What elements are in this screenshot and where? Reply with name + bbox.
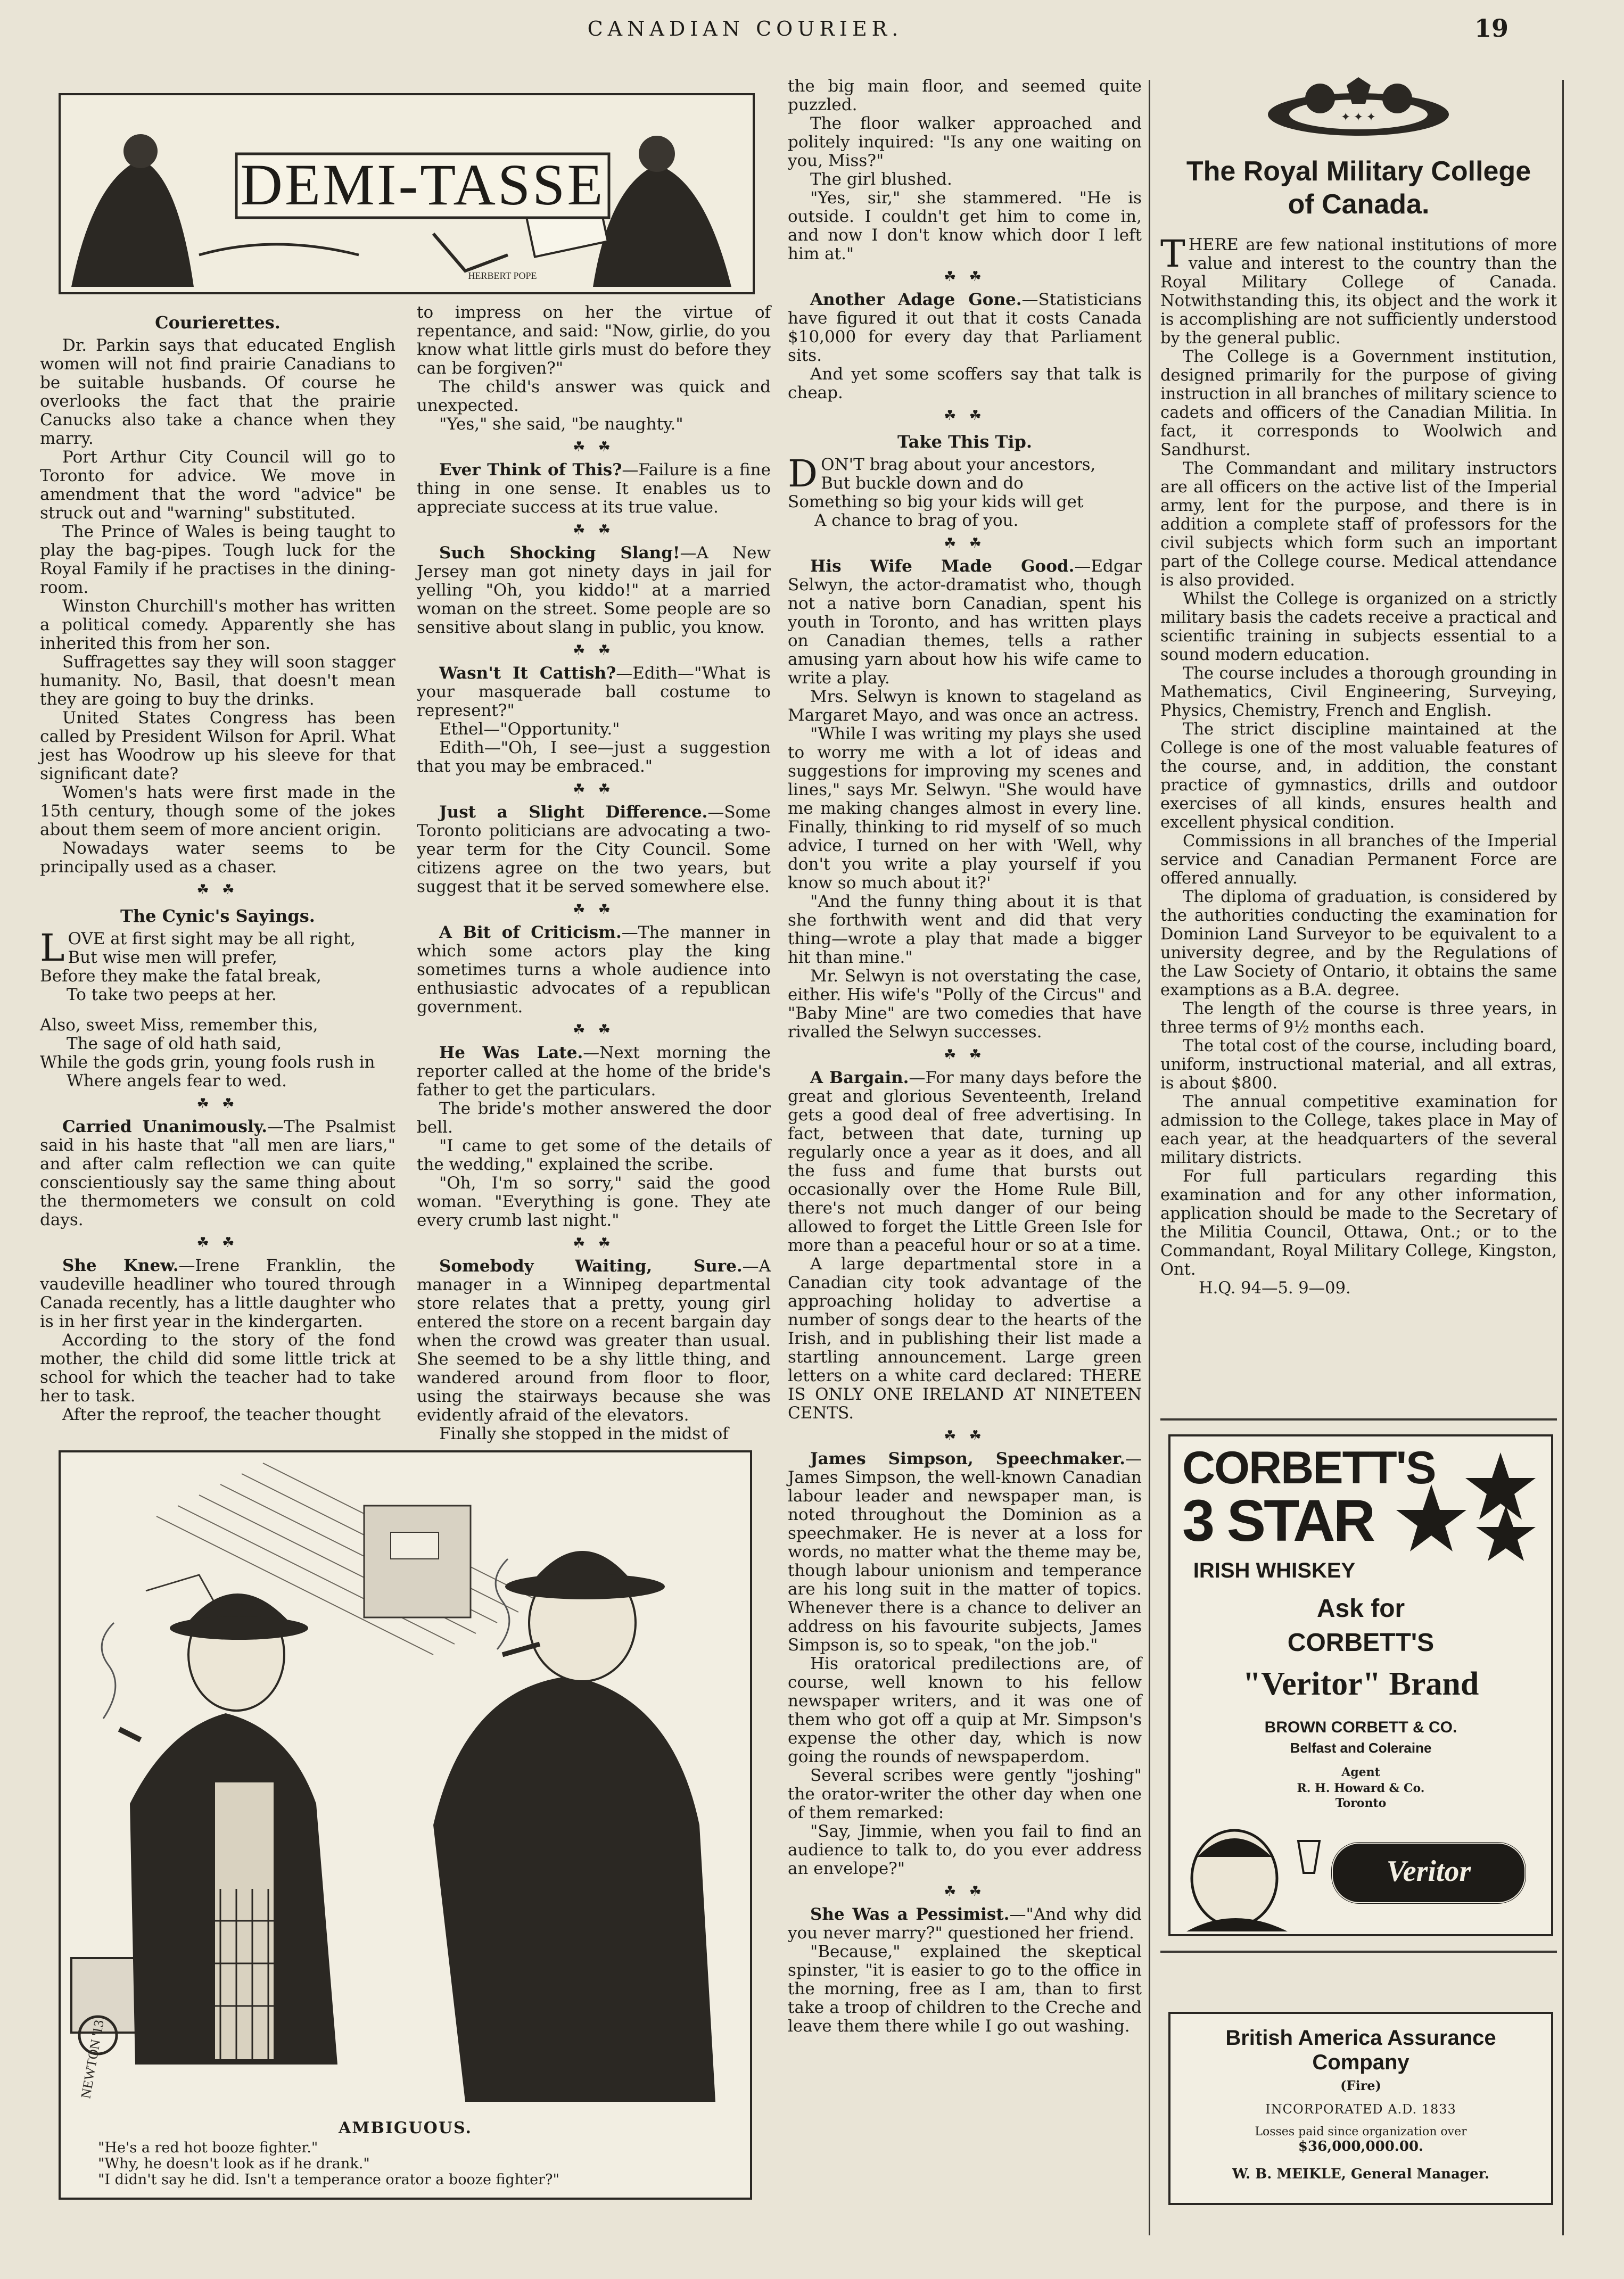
agent-name: R. H. Howard & Co.	[1297, 1781, 1425, 1795]
joke-text: —Irene Franklin, the vaudeville headliner who toured through Canada recently, has a little daughter who is in her first year in the kindergarten.	[40, 1256, 396, 1331]
joke-paragraph: "Say, Jimmie, when you fail to find an audience to talk to, do you ever address an envelope?"	[788, 1822, 1142, 1878]
company-location: Belfast and Coleraine	[1290, 1740, 1432, 1756]
joke-paragraph: Mr. Selwyn is not overstating the case, either. His wife's "Polly of the Circus" and "Baby Mine" are two comedies that have rivalled the Selwyn successes.	[788, 967, 1142, 1042]
joke-item	[788, 291, 1142, 365]
cynic-verse	[40, 926, 395, 1004]
rmc-paragraph: The total cost of the course, including board, uniform, instructional material, and all extras, is about $800.	[1160, 1037, 1557, 1093]
shamrock-ornament: ☘ ☘	[944, 1428, 986, 1444]
joke-item	[417, 664, 771, 720]
shamrock-ornament: ☘ ☘	[573, 642, 615, 658]
verse-line: The sage of old hath said,	[67, 1034, 282, 1053]
rmc-paragraph: The length of the course is three years, in three terms of 9½ months each.	[1160, 1000, 1557, 1037]
joke-title: He Was Late.	[439, 1043, 583, 1062]
page-number: 19	[1474, 14, 1509, 43]
cartoon-title: AMBIGUOUS.	[339, 2119, 472, 2137]
verse-line: Before they make the fatal break,	[40, 967, 321, 986]
joke-paragraph: Mrs. Selwyn is known to stageland as Margaret Mayo, and was once an actress.	[788, 687, 1142, 725]
rmc-paragraph: The College is a Government institution, designed primarily for the purpose of giving instruction in all branches of military science to cadets and officers of the Canadian Militia. In fact, it corresponds to Woolwich and Sandhurst.	[1160, 348, 1557, 459]
shamrock-ornament: ☘ ☘	[573, 1235, 615, 1251]
agent-city: Toronto	[1335, 1796, 1387, 1810]
insurance-losses: Losses paid since organization over	[1255, 2125, 1467, 2138]
joke-item	[788, 1905, 1142, 1943]
company-name: BROWN CORBETT & CO.	[1264, 1719, 1457, 1736]
verse-line: ON'T brag about your ancestors,	[821, 455, 1096, 474]
shamrock-ornament: ☘ ☘	[196, 1235, 239, 1251]
shamrock-ornament: ☘ ☘	[573, 439, 615, 455]
glass-icon	[1298, 1841, 1320, 1873]
tip-heading: Take This Tip.	[897, 432, 1033, 452]
banner-artist-signature: HERBERT POPE	[468, 270, 537, 281]
shamrock-ornament: ☘ ☘	[196, 1096, 239, 1112]
rmc-reference: H.Q. 94—5. 9—09.	[1199, 1279, 1351, 1298]
insurance-type: (Fire)	[1340, 2078, 1381, 2093]
joke-title: Ever Think of This?	[439, 460, 622, 480]
demi-tasse-banner	[59, 93, 755, 294]
joke-item	[417, 923, 771, 1017]
joke-item	[788, 1069, 1142, 1255]
joke-text: —James Simpson, the well-known Canadian labour leader and newspaper man, is noted throughout the Dominion as a speechmaker. He is never at a loss for words, no matter what the theme may be, though labour unionism and temperance are his long suit in the matter of topics. Whenever there is a chance to deliver an address on his favourite subjects, James Simpson is, so to speak, "on the job."	[788, 1449, 1142, 1655]
running-title: CANADIAN COURIER.	[587, 17, 903, 40]
ad-divider	[1160, 1418, 1557, 1421]
courierette-item: Port Arthur City Council will go to Toronto for advice. We move in amendment that the word "advice" be struck out and "warning" substituted.	[40, 448, 395, 523]
svg-text:✦ ✦ ✦: ✦ ✦ ✦	[1340, 110, 1376, 123]
column-rule	[1149, 80, 1150, 2235]
veritor-label-badge	[1330, 1841, 1527, 1905]
joke-paragraph: Several scribes were gently "joshing" the orator-writer the other day when one of them remarked:	[788, 1766, 1142, 1822]
rmc-paragraph-text: HERE are few national institutions of more value and interest to the country than the Royal Military College of Canada. Notwithstanding this, its object and the work it is accomplishing are not sufficiently understood by the general public.	[1160, 236, 1557, 348]
joke-title: Carried Unanimously.	[62, 1117, 267, 1136]
joke-paragraph: After the reproof, the teacher thought	[62, 1405, 381, 1424]
courierette-item: Women's hats were first made in the 15th century, though some of the jokes about them seem of more ancient origin.	[40, 783, 395, 839]
shamrock-ornament: ☘ ☘	[944, 1884, 986, 1900]
verse-line: Where angels fear to wed.	[67, 1071, 287, 1091]
joke-paragraph: Edith—"Oh, I see—just a suggestion that you may be embraced."	[417, 738, 771, 776]
verse-line: But buckle down and do	[821, 474, 1024, 493]
insurance-amount: $36,000,000.00.	[1298, 2138, 1424, 2154]
joke-paragraph: A large departmental store in a Canadian city took advantage of the approaching holiday to advertise a number of songs dear to the hearts of the Irish, and in publishing their list made a startling announcement. Large green letters on a white card declared: THERE IS ONLY ONE IRELAND AT NINETEEN CENTS.	[788, 1254, 1142, 1423]
joke-paragraph: "Because," explained the skeptical spinster, "it is easier to go to the office in the morning, free as I am, than to first take a troop of children to the Creche and leave them there while I go out washing.	[788, 1942, 1142, 2036]
joke-text: —Edgar Selwyn, the actor-dramatist who, though not a native born Canadian, spent his youth in Toronto, and has written plays on Canadian themes, tells a rather amusing yarn about how his wife came to write a play.	[788, 557, 1142, 688]
veritor-brand-line: "Veritor" Brand	[1242, 1666, 1479, 1702]
joke-item	[40, 1257, 395, 1331]
ask-for-brand: CORBETT'S	[1287, 1629, 1435, 1657]
joke-text: —The Psalmist said in his haste that "all men are liars," and after calm reflection we can quite conscientiously say the same thing about the thermometers we consult on cold days.	[40, 1117, 395, 1229]
stars-icon	[1383, 1447, 1543, 1564]
joke-title: Such Shocking Slang!	[439, 543, 680, 563]
product-name: IRISH WHISKEY	[1193, 1559, 1356, 1582]
joke-text: —A manager in a Winnipeg departmental store relates that a pretty, young girl entered the store on a recent bargain day when the crowd was greater than usual. She seemed to be a shy little thing, and wandered around from floor to floor, using the stairways because she was evidently afraid of the elevators.	[417, 1257, 771, 1425]
joke-item	[788, 1450, 1142, 1655]
joke-text: —For many days before the great and glorious Seventeenth, Ireland gets a good deal of free advertising. In fact, between that date, turning up regularly once a year as it does, and all the fuss and fume that bursts out occasionally over the Home Rule Bill, there's not much danger of our being allowed to forget the Little Green Isle for more than a peaceful hour or so at a time.	[788, 1068, 1142, 1255]
joke-item	[417, 1044, 771, 1100]
drop-cap: L	[40, 926, 65, 970]
banner-title: DEMI-TASSE	[240, 152, 605, 217]
joke-paragraph: "And the funny thing about it is that she forthwith went and did that very thing—wrote a play that made a bigger hit than mine."	[788, 892, 1142, 967]
courierettes-heading: Courierettes.	[155, 312, 281, 333]
shamrock-ornament: ☘ ☘	[573, 522, 615, 538]
verse-line: Also, sweet Miss, remember this,	[40, 1015, 318, 1035]
tip-verse	[788, 452, 1142, 530]
courierette-item: The Prince of Wales is being taught to play the bag-pipes. Tough luck for the Royal Family if he practises in the dining-room.	[40, 522, 395, 597]
rmc-paragraph: For full particulars regarding this examination and for any other information, application should be made to the Secretary of the Militia Council, Ottawa, Ont.; or to the Commandant, Royal Military College, Kingston, Ont.	[1160, 1167, 1557, 1279]
joke-item	[417, 1257, 771, 1425]
verse-line: A chance to brag of you.	[814, 511, 1019, 530]
shamrock-ornament: ☘ ☘	[573, 902, 615, 918]
insurance-company-name: British America Assurance Company	[1225, 2026, 1496, 2074]
joke-paragraph: "Yes," she said, "be naughty."	[439, 415, 683, 434]
insurance-ad	[1168, 2012, 1553, 2205]
joke-title: Another Adage Gone.	[810, 290, 1022, 309]
joke-paragraph: "While I was writing my plays she used to worry me with a lot of ideas and suggestions for improving my scenes and lines," says Mr. Selwyn. "She would have me making changes almost in every line. Finally, thinking to rid myself of so much advice, I turned on her with 'Well, why don't you write a play yourself if you know so much about it?'	[788, 724, 1142, 893]
verse-line: To take two peeps at her.	[67, 985, 277, 1004]
joke-item	[417, 544, 771, 637]
joke-paragraph: "Oh, I'm so sorry," said the good woman. "Everything is gone. They ate every crumb last night."	[417, 1174, 771, 1230]
joke-text: —A New Jersey man got ninety days in jail for yelling "Oh, you kiddo!" at a married woman on the street. Some people are so sensitive about slang in public, you know.	[417, 543, 771, 637]
rmc-paragraph: Whilst the College is organized on a strictly military basis the cadets receive a practical and scientific training in subjects essential to a sound modern education.	[1160, 590, 1557, 664]
cartoon-signature: NEWTON '13	[78, 2018, 107, 2100]
insurance-incorporated: INCORPORATED A.D. 1833	[1265, 2102, 1456, 2117]
shamrock-ornament: ☘ ☘	[944, 1047, 986, 1063]
drop-cap: T	[1160, 232, 1185, 276]
joke-text: —Some Toronto politicians are advocating a two-year term for the City Council. Some citizens agree on the two years, but suggest that it be served somewhere else.	[417, 803, 771, 896]
rmc-paragraph: The course includes a thorough grounding in Mathematics, Civil Engineering, Surveying, Physics, Chemistry, French and English.	[1160, 664, 1557, 720]
joke-item	[40, 1118, 395, 1229]
joke-paragraph: His oratorical predilections are, of course, well known to his fellow newspaper writers, and it was one of them who got off a quip at Mr. Simpson's expense the other day, which is now going the rounds of newspaperdom.	[788, 1654, 1142, 1766]
joke-text: —Failure is a fine thing in one sense. It enables us to appreciate success at its true value.	[417, 460, 771, 517]
courierette-item: Winston Churchill's mother has written a political comedy. Apparently she has inherited this from her son.	[40, 597, 395, 653]
joke-text: —Statisticians have figured it out that it costs Canada $10,000 for every day that Parliament sits.	[788, 290, 1142, 365]
joke-paragraph: The floor walker approached and politely inquired: "Is any one waiting on you, Miss?"	[788, 114, 1142, 170]
agent-label: Agent	[1341, 1765, 1380, 1779]
caption-line: "I didn't say he did. Isn't a temperance orator a booze fighter?"	[98, 2171, 559, 2188]
joke-text: —The manner in which some actors play the king sometimes turns a whole audience into enthusiastic advocates of a republican government.	[417, 923, 771, 1017]
courierette-item: Dr. Parkin says that educated English women will not find prairie Canadians to be suitable husbands. Of course he overlooks the fact that the prairie Canucks also take a chance when they marry.	[40, 336, 395, 448]
joke-title: Just a Slight Difference.	[439, 803, 708, 822]
joke-title: A Bargain.	[810, 1068, 909, 1087]
crest-icon	[1160, 77, 1557, 141]
left-column	[40, 306, 395, 1424]
three-star-brand: 3 STAR	[1182, 1488, 1374, 1554]
rmc-paragraph: The annual competitive examination for admission to the College, takes place in May of each year, at the headquarters of the several military districts.	[1160, 1093, 1557, 1167]
joke-paragraph: The bride's mother answered the door bell.	[417, 1099, 771, 1137]
column-rule	[1562, 80, 1564, 2235]
right-text-column	[788, 77, 1142, 2036]
joke-paragraph: "I came to get some of the details of the wedding," explained the scribe.	[417, 1136, 771, 1174]
joke-paragraph: Finally she stopped in the midst of	[439, 1424, 729, 1443]
joke-title: A Bit of Criticism.	[439, 923, 622, 942]
joke-paragraph: to impress on her the virtue of repentance, and said: "Now, girlie, do you know what little girls must do before they can be forgiven?"	[417, 303, 771, 378]
veritor-label-text: Veritor	[1386, 1855, 1471, 1888]
joke-paragraph: Ethel—"Opportunity."	[439, 720, 620, 739]
joke-paragraph: And yet some scoffers say that talk is cheap.	[788, 365, 1142, 402]
joke-title: She Was a Pessimist.	[810, 1905, 1010, 1924]
insurance-manager: W. B. MEIKLE, General Manager.	[1232, 2166, 1490, 2182]
banner-illustration	[61, 95, 753, 292]
star-cluster-icon	[1383, 1447, 1543, 1564]
shamrock-ornament: ☘ ☘	[944, 408, 986, 424]
cartoon-illustration	[61, 1452, 750, 2110]
ask-for: Ask for	[1316, 1595, 1405, 1623]
caption-line: "He's a red hot booze fighter."	[98, 2140, 318, 2156]
middle-column	[417, 303, 771, 1443]
corbett-brand: CORBETT'S	[1182, 1442, 1436, 1493]
shamrock-ornament: ☘ ☘	[944, 535, 986, 551]
joke-paragraph: the big main floor, and seemed quite puzzled.	[788, 77, 1142, 114]
joke-title: Wasn't It Cattish?	[439, 664, 616, 683]
joke-paragraph: "Yes, sir," she stammered. "He is outside. I couldn't get him to come in, and now I don't know which door I left him at."	[788, 188, 1142, 263]
joke-item	[417, 803, 771, 896]
cynic-verse-2	[40, 1016, 395, 1091]
cartoon-captions	[98, 2140, 559, 2188]
verse-line: Something so big your kids will get	[788, 492, 1084, 511]
rmc-ad	[1160, 77, 1557, 1298]
joke-title: James Simpson, Speechmaker.	[810, 1449, 1125, 1468]
joke-text: —Edith—"What is your masquerade ball costume to represent?"	[417, 664, 771, 720]
rmc-paragraph: The strict discipline maintained at the College is one of the most valuable features of the course, and, in addition, the constant practice of gymnastics, drills and outdoor exercises of all kinds, ensures health and excellent physical condition.	[1160, 720, 1557, 832]
rmc-paragraph: The Commandant and military instructors are all officers on the active list of the Imperial army, lent for the purpose, and there is in addition a complete staff of professors for the civil subjects which form such an important part of the College course. Medical attendance is also provided.	[1160, 459, 1557, 590]
rmc-paragraph: Commissions in all branches of the Imperial service and Canadian Permanent Force are offered annually.	[1160, 832, 1557, 888]
verse-line: OVE at first sight may be all right,	[68, 929, 356, 948]
courierette-item: United States Congress has been called by President Wilson for April. What jest has Woodrow up his sleeve for that significant date?	[40, 708, 395, 783]
shamrock-ornament: ☘ ☘	[573, 1022, 615, 1038]
rmc-paragraph: The diploma of graduation, is considered by the authorities conducting the examination for Dominion Land Surveyor to be equivalent to a university degree, and by the Regulations of the Law Society of Ontario, it obtains the same examptions as a B.A. degree.	[1160, 888, 1557, 1000]
corbett-whiskey-ad	[1168, 1434, 1553, 1936]
joke-text: —"And why did you never marry?" questioned her friend.	[788, 1905, 1142, 1943]
courierette-item: Nowadays water seems to be principally used as a chaser.	[40, 839, 395, 877]
shamrock-ornament: ☘ ☘	[573, 781, 615, 797]
shamrock-ornament: ☘ ☘	[196, 882, 239, 898]
rmc-body	[1160, 232, 1557, 1298]
drop-cap: D	[788, 452, 818, 496]
shamrock-ornament: ☘ ☘	[944, 269, 986, 285]
joke-paragraph: According to the story of the fond mother, the child did some little trick at school for which the teacher had to take her to task.	[40, 1331, 395, 1406]
verse-line: While the gods grin, young fools rush in	[40, 1053, 375, 1072]
rmc-paragraph	[1160, 232, 1557, 348]
cynic-heading: The Cynic's Sayings.	[120, 906, 315, 926]
caption-line: "Why, he doesn't look as if he drank."	[98, 2156, 370, 2172]
joke-title: His Wife Made Good.	[810, 557, 1075, 576]
rmc-heading: The Royal Military College of Canada.	[1186, 156, 1531, 220]
joke-paragraph: The girl blushed.	[810, 170, 952, 189]
joke-paragraph: The child's answer was quick and unexpected.	[417, 377, 771, 415]
courierette-item: Suffragettes say they will soon stagger humanity. No, Basil, that doesn't mean they are going to buy the drinks.	[40, 653, 395, 709]
ambiguous-cartoon	[59, 1450, 752, 2200]
verse-line: But wise men will prefer,	[68, 948, 277, 967]
joke-item	[788, 557, 1142, 688]
joke-title: She Knew.	[62, 1256, 179, 1275]
joke-text: —Next morning the reporter called at the home of the bride's father to get the particulars.	[417, 1043, 771, 1100]
joke-title: Somebody Waiting, Sure.	[439, 1257, 743, 1276]
joke-item	[417, 461, 771, 517]
ad-divider	[1160, 1951, 1557, 1953]
